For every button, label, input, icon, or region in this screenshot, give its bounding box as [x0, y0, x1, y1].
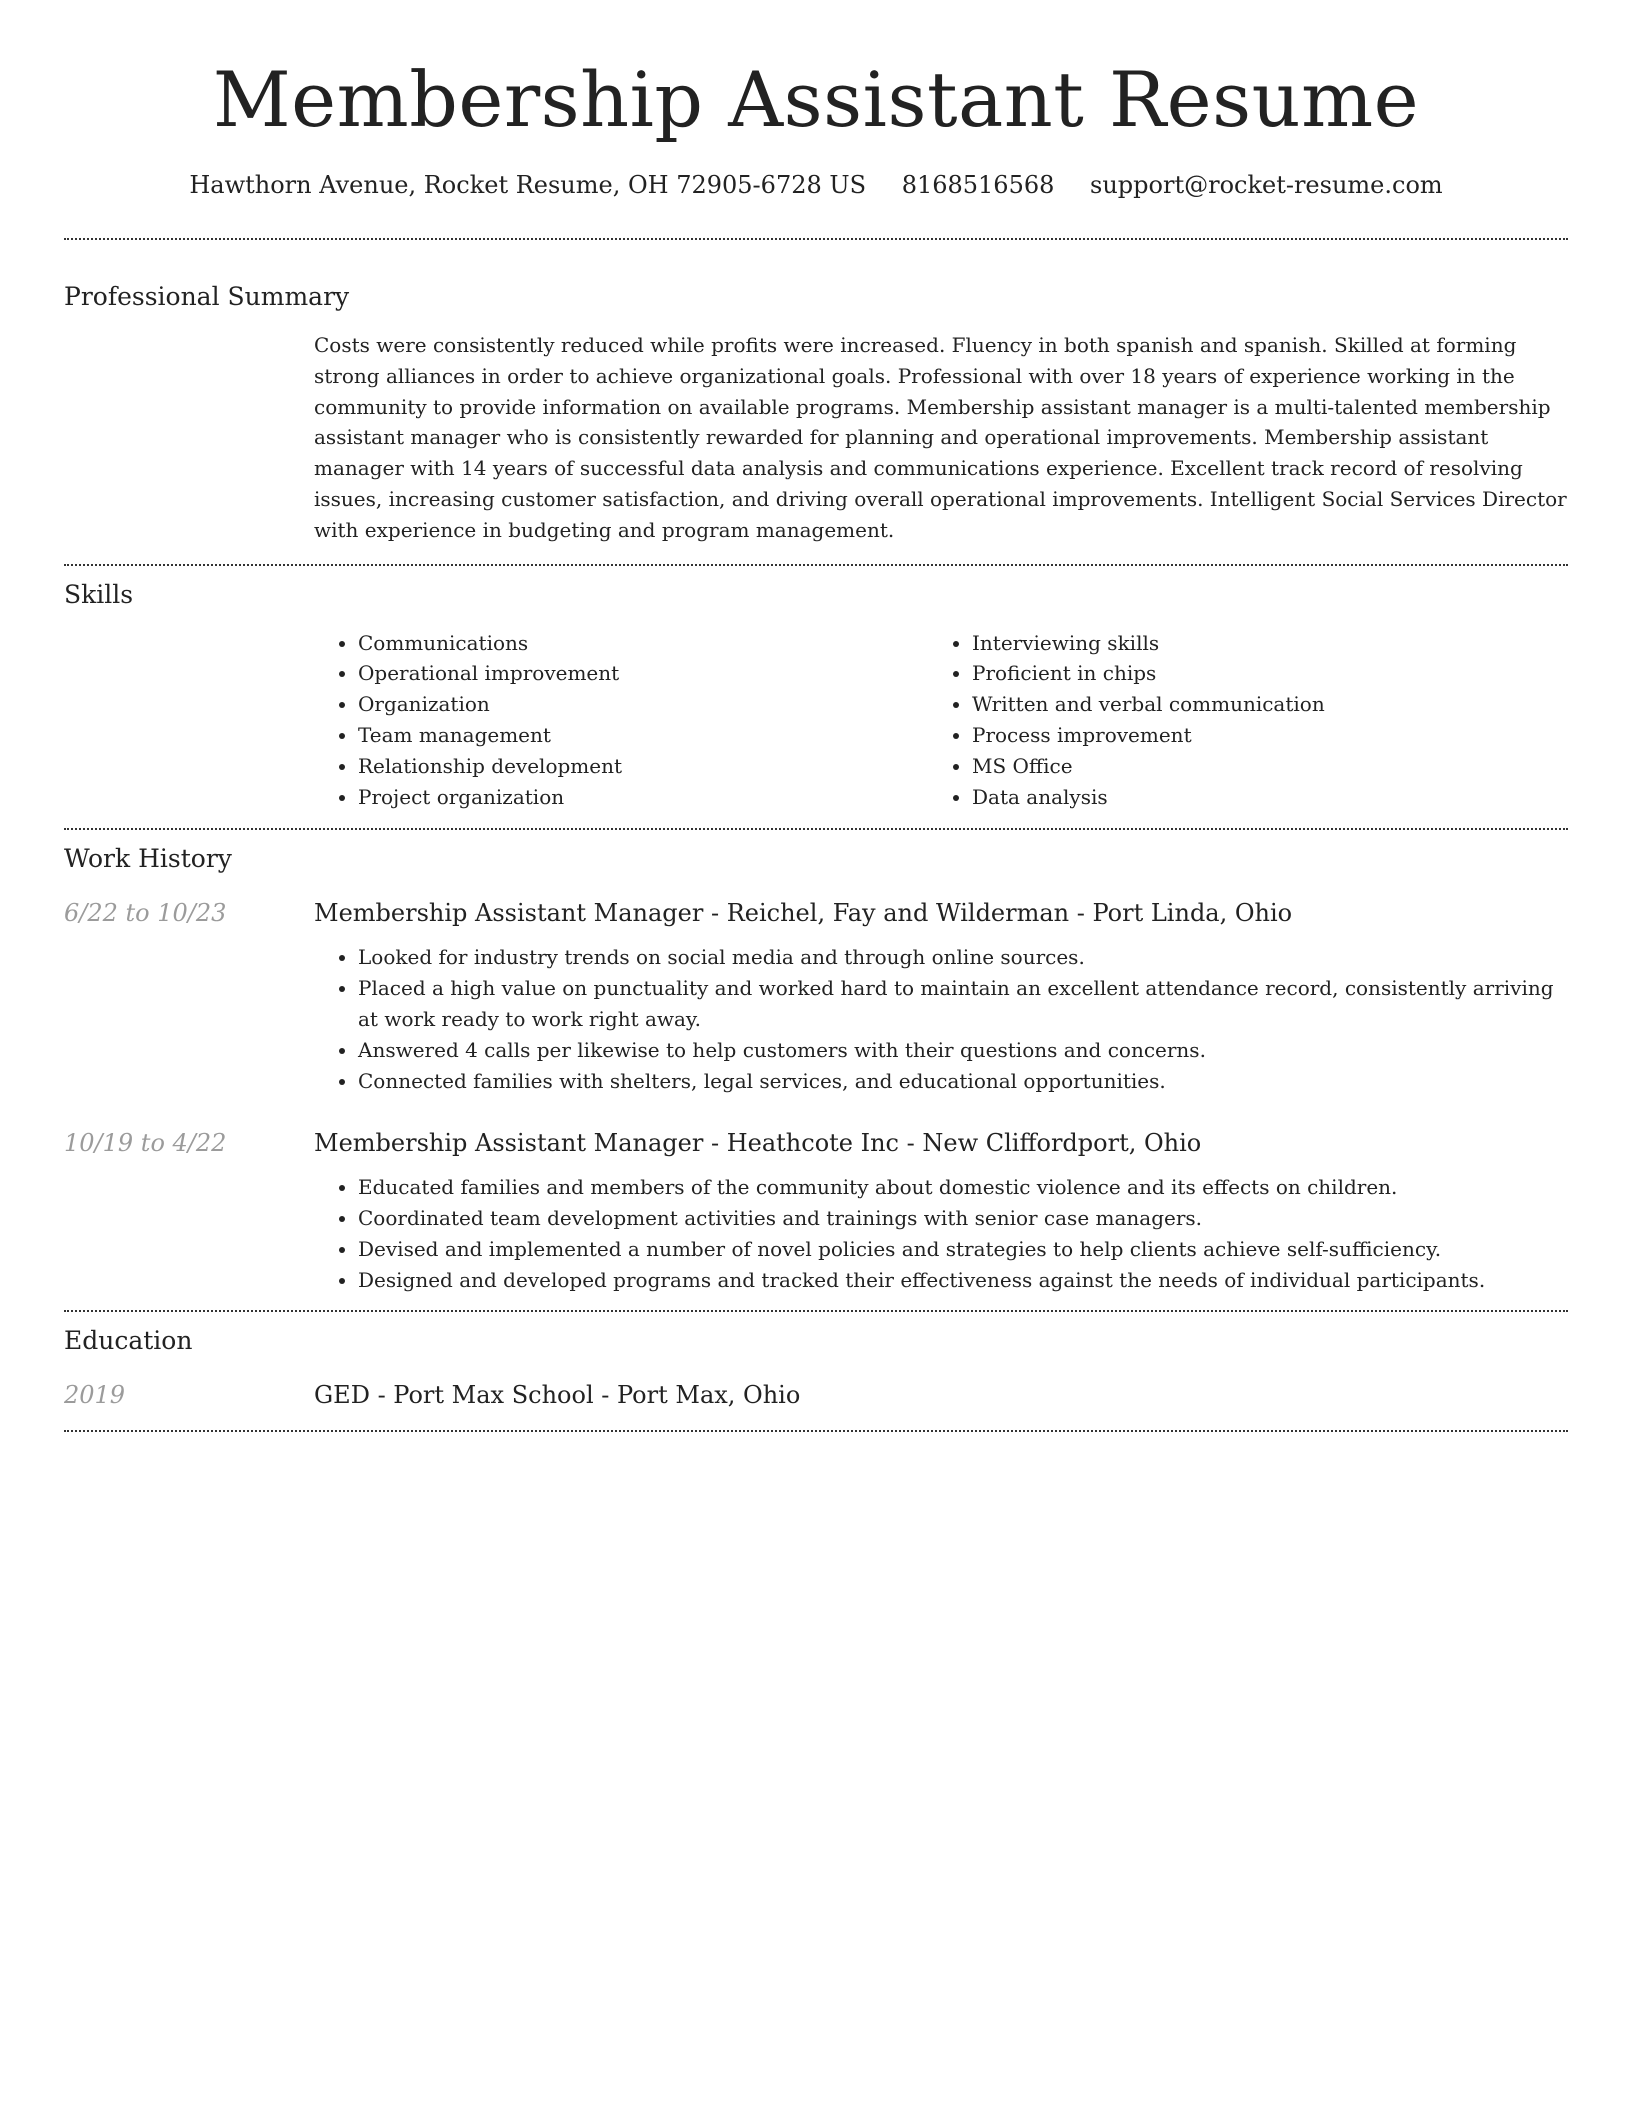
- job-dates: 10/19 to 4/22: [64, 1129, 227, 1158]
- skill-item: • MS Office: [972, 751, 1542, 782]
- job-entry: [64, 1126, 1568, 1295]
- contact-line: [64, 168, 1568, 202]
- divider: [64, 238, 1568, 240]
- skill-item: • Written and verbal communication: [972, 689, 1542, 720]
- job-bullet: • Educated families and members of the community about domestic violence and its effects on children.: [358, 1172, 1572, 1203]
- skill-item: • Organization: [358, 689, 928, 720]
- job-bullets: [314, 942, 1572, 1096]
- skills-column-right: [928, 628, 1542, 813]
- section-heading-work: Work History: [64, 844, 232, 874]
- job-bullet: • Designed and developed programs and tracked their effectiveness against the needs of individual participants.: [358, 1265, 1572, 1296]
- job-title: Membership Assistant Manager - Heathcote Inc - New Cliffordport, Ohio: [314, 1129, 1202, 1158]
- skills-column-left: [314, 628, 928, 813]
- education-detail: GED - Port Max School - Port Max, Ohio: [314, 1380, 801, 1409]
- resume-title: Membership Assistant Resume: [212, 55, 1420, 144]
- skill-item: • Operational improvement: [358, 658, 928, 689]
- section-heading-skills: Skills: [64, 579, 134, 609]
- skill-item: • Proficient in chips: [972, 658, 1542, 689]
- skills-list: [314, 628, 1568, 829]
- skill-item: • Team management: [358, 720, 928, 751]
- section-heading-summary: Professional Summary: [64, 282, 350, 311]
- job-bullet: • Answered 4 calls per likewise to help customers with their questions and concerns.: [358, 1035, 1572, 1066]
- job-bullet: • Connected families with shelters, legal services, and educational opportunities.: [358, 1066, 1572, 1097]
- skill-item: • Interviewing skills: [972, 628, 1542, 659]
- skill-item: • Data analysis: [972, 782, 1542, 813]
- skill-item: • Relationship development: [358, 751, 928, 782]
- contact-phone: 8168516568: [901, 171, 1055, 199]
- job-bullet: • Coordinated team development activities and trainings with senior case managers.: [358, 1203, 1572, 1234]
- divider: [64, 564, 1568, 566]
- job-details: [314, 1126, 1572, 1295]
- skill-item: • Communications: [358, 628, 928, 659]
- job-title: Membership Assistant Manager - Reichel, Fay and Wilderman - Port Linda, Ohio: [314, 899, 1293, 928]
- divider: [64, 828, 1568, 830]
- education-entry: [64, 1378, 1568, 1412]
- section-heading-education: Education: [64, 1325, 193, 1355]
- contact-address: Hawthorn Avenue, Rocket Resume, OH 72905-6728 US: [189, 171, 867, 199]
- job-bullet: • Placed a high value on punctuality and worked hard to maintain an excellent attendance record, consistently arriving at work ready to work right away.: [358, 973, 1572, 1035]
- divider: [64, 1310, 1568, 1312]
- job-bullet: • Looked for industry trends on social media and through online sources.: [358, 942, 1572, 973]
- contact-email: support@rocket-resume.com: [1090, 171, 1443, 199]
- divider: [64, 1430, 1568, 1432]
- education-year: 2019: [64, 1380, 126, 1409]
- job-details: [314, 896, 1572, 1096]
- skill-item: • Process improvement: [972, 720, 1542, 751]
- job-entry: [64, 896, 1568, 1096]
- job-bullets: [314, 1172, 1572, 1295]
- summary-text: Costs were consistently reduced while profits were increased. Fluency in both spanish and spanish. Skilled at forming strong alliances in order to achieve organizational goals. Professional with over 18 years of experience working in the community to provide information on available programs. Membership assistant manager is a multi-talented membership assistant manager who is consistently rewarded for planning and operational improvements. Membership assistant manager with 14 years of successful data analysis and communications experience. Excellent track record of resolving issues, increasing customer satisfaction, and driving overall operational improvements. Intelligent Social Services Director with experience in budgeting and program management.: [314, 333, 1567, 542]
- job-dates: 6/22 to 10/23: [64, 899, 227, 928]
- skill-item: • Project organization: [358, 782, 928, 813]
- job-bullet: • Devised and implemented a number of novel policies and strategies to help clients achieve self-sufficiency.: [358, 1234, 1572, 1265]
